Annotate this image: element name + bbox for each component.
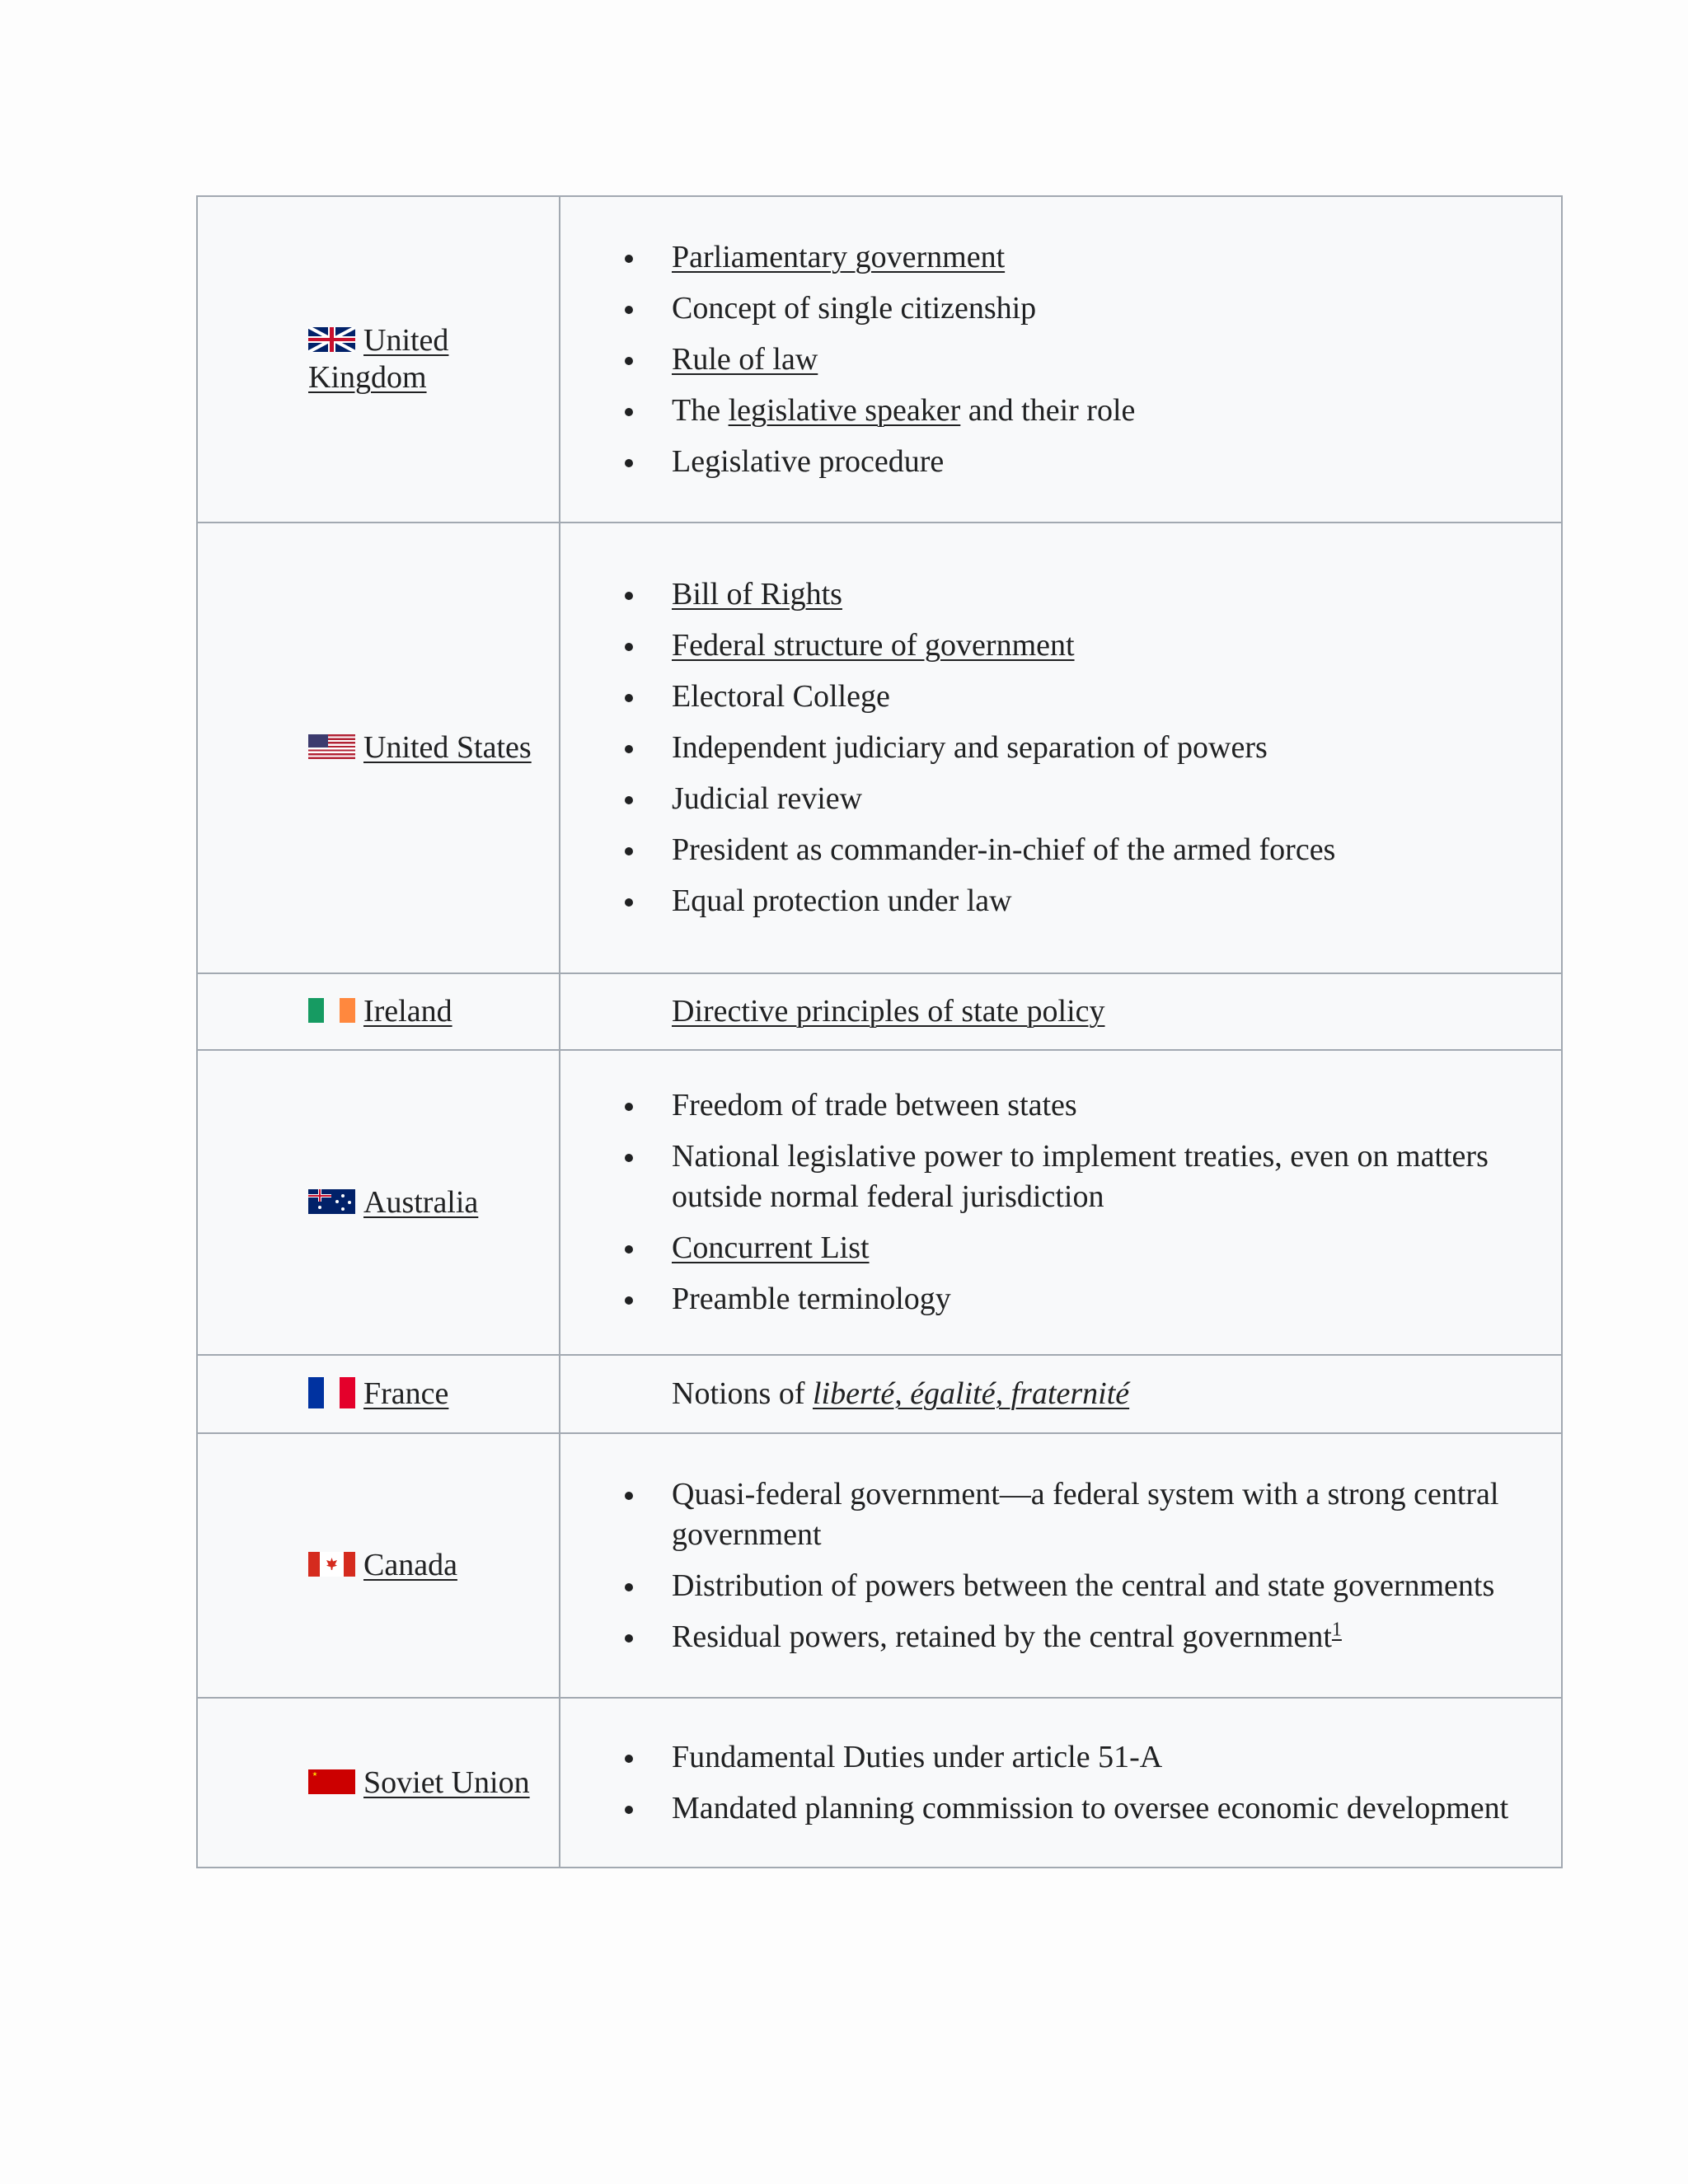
feature-link[interactable]: Federal structure of government — [672, 628, 1075, 663]
feature-item — [560, 881, 1553, 921]
feature-item — [560, 1566, 1553, 1606]
us-flag-icon — [308, 734, 355, 759]
footnote-ref — [1332, 1619, 1342, 1640]
bullet-icon — [625, 745, 633, 753]
feature-text: Judicial review — [672, 781, 863, 816]
feature-link[interactable]: legislative speaker — [728, 392, 961, 428]
country-cell — [197, 1698, 560, 1868]
bullet-icon — [625, 306, 633, 314]
feature-link[interactable]: Parliamentary government — [672, 239, 1006, 274]
table-row — [197, 1433, 1562, 1698]
feature-link[interactable]: Rule of law — [672, 341, 818, 377]
bullet-icon — [625, 1296, 633, 1305]
feature-item — [560, 340, 1553, 380]
country-cell — [197, 523, 560, 973]
table-row — [197, 1698, 1562, 1868]
bullet-icon — [625, 1154, 633, 1162]
country-link-canada[interactable]: Canada — [363, 1548, 457, 1582]
feature-item — [560, 1085, 1553, 1126]
feature-item — [560, 1228, 1553, 1268]
canada-flag-icon — [308, 1552, 355, 1577]
bullet-icon — [625, 459, 633, 467]
country-cell — [197, 1433, 560, 1698]
bullet-icon — [625, 847, 633, 855]
feature-list — [560, 574, 1553, 921]
feature-text: Fundamental Duties under article 51-A — [672, 1739, 1163, 1774]
borrowed-features-table — [196, 195, 1563, 1868]
country-link-soviet-union[interactable]: Soviet Union — [363, 1765, 530, 1800]
feature-link[interactable]: Concurrent List — [672, 1230, 870, 1265]
country-label — [308, 729, 556, 766]
bullet-icon — [625, 1245, 633, 1254]
table-body — [197, 196, 1562, 1868]
bullet-icon — [625, 1103, 633, 1111]
feature-item — [560, 442, 1553, 482]
bullet-icon — [625, 1755, 633, 1763]
features-cell — [560, 523, 1562, 973]
table-row — [197, 1050, 1562, 1355]
feature-item — [560, 779, 1553, 819]
feature-item — [560, 1474, 1553, 1555]
country-label — [308, 1765, 556, 1802]
feature-text: Preamble terminology — [672, 1282, 951, 1316]
bullet-icon — [625, 357, 633, 365]
country-label — [308, 993, 556, 1030]
table-row — [197, 196, 1562, 523]
bullet-icon — [625, 1806, 633, 1814]
feature-text: Electoral College — [672, 679, 890, 714]
table-row — [197, 523, 1562, 973]
feature-list — [560, 1737, 1553, 1829]
bullet-icon — [625, 694, 633, 702]
feature-item — [560, 1137, 1553, 1217]
features-cell — [560, 973, 1562, 1050]
feature-item — [560, 574, 1553, 615]
feature-item — [560, 391, 1553, 431]
feature-list — [560, 237, 1553, 482]
bullet-icon — [625, 643, 633, 651]
feature-item — [560, 830, 1553, 870]
country-link-ireland[interactable]: Ireland — [363, 994, 452, 1029]
feature-item — [560, 1374, 1553, 1414]
feature-text: Mandated planning commission to oversee economic development — [672, 1790, 1509, 1825]
feature-item — [560, 1788, 1553, 1829]
feature-text: and their role — [960, 392, 1136, 428]
country-link-united-kingdom[interactable]: United Kingdom — [308, 323, 449, 395]
feature-text: National legislative power to implement treaties, even on matters outside normal federal jurisdiction — [672, 1139, 1489, 1214]
feature-item — [560, 288, 1553, 329]
table-row — [197, 973, 1562, 1050]
feature-text: Distribution of powers between the central and state governments — [672, 1568, 1495, 1603]
feature-item — [560, 1279, 1553, 1319]
features-cell — [560, 1698, 1562, 1868]
feature-link[interactable]: Bill of Rights — [672, 577, 842, 612]
feature-text: Equal protection under law — [672, 883, 1012, 918]
uk-flag-icon — [308, 327, 355, 352]
bullet-icon — [625, 1634, 633, 1643]
country-label — [308, 1184, 556, 1221]
table-row — [197, 1355, 1562, 1433]
feature-text: Notions of — [672, 1376, 813, 1411]
country-cell — [197, 1355, 560, 1433]
feature-text: The — [672, 392, 729, 428]
bullet-icon — [625, 796, 633, 804]
country-cell — [197, 973, 560, 1050]
feature-text: Independent judiciary and separation of powers — [672, 730, 1268, 765]
feature-list — [560, 1474, 1553, 1657]
feature-text: Residual powers, retained by the central government — [672, 1619, 1332, 1654]
country-label — [308, 322, 556, 396]
feature-item — [560, 728, 1553, 768]
feature-item — [560, 237, 1553, 278]
feature-link[interactable]: Directive principles of state policy — [672, 994, 1105, 1029]
feature-text: Quasi-federal government—a federal system with a strong central government — [672, 1476, 1499, 1552]
bullet-icon — [625, 1583, 633, 1591]
country-link-france[interactable]: France — [363, 1376, 449, 1411]
feature-item — [560, 626, 1553, 666]
country-label — [308, 1376, 556, 1413]
country-cell — [197, 196, 560, 523]
country-cell — [197, 1050, 560, 1355]
country-link-united-states[interactable]: United States — [363, 730, 532, 765]
bullet-icon — [625, 408, 633, 416]
bullet-icon — [625, 255, 633, 263]
feature-text: Freedom of trade between states — [672, 1088, 1077, 1122]
ireland-flag-icon — [308, 998, 355, 1023]
features-cell — [560, 1433, 1562, 1698]
features-cell — [560, 1050, 1562, 1355]
feature-item — [560, 991, 1553, 1032]
country-link-australia[interactable]: Australia — [363, 1184, 479, 1220]
feature-item — [560, 677, 1553, 717]
bullet-icon — [625, 592, 633, 600]
soviet-union-flag-icon — [308, 1769, 355, 1794]
bullet-icon — [625, 1492, 633, 1500]
france-flag-icon — [308, 1380, 355, 1405]
bullet-icon — [625, 898, 633, 907]
australia-flag-icon — [308, 1189, 355, 1214]
feature-link[interactable]: liberté, égalité, fraternité — [813, 1376, 1130, 1411]
feature-list — [560, 1085, 1553, 1319]
feature-text: Legislative procedure — [672, 443, 945, 479]
feature-item — [560, 1617, 1553, 1657]
features-cell — [560, 196, 1562, 523]
features-cell — [560, 1355, 1562, 1433]
feature-text: President as commander-in-chief of the armed forces — [672, 832, 1336, 867]
footnote-link[interactable]: 1 — [1331, 1618, 1342, 1640]
feature-item — [560, 1737, 1553, 1778]
feature-text: Concept of single citizenship — [672, 290, 1037, 326]
country-label — [308, 1547, 556, 1584]
